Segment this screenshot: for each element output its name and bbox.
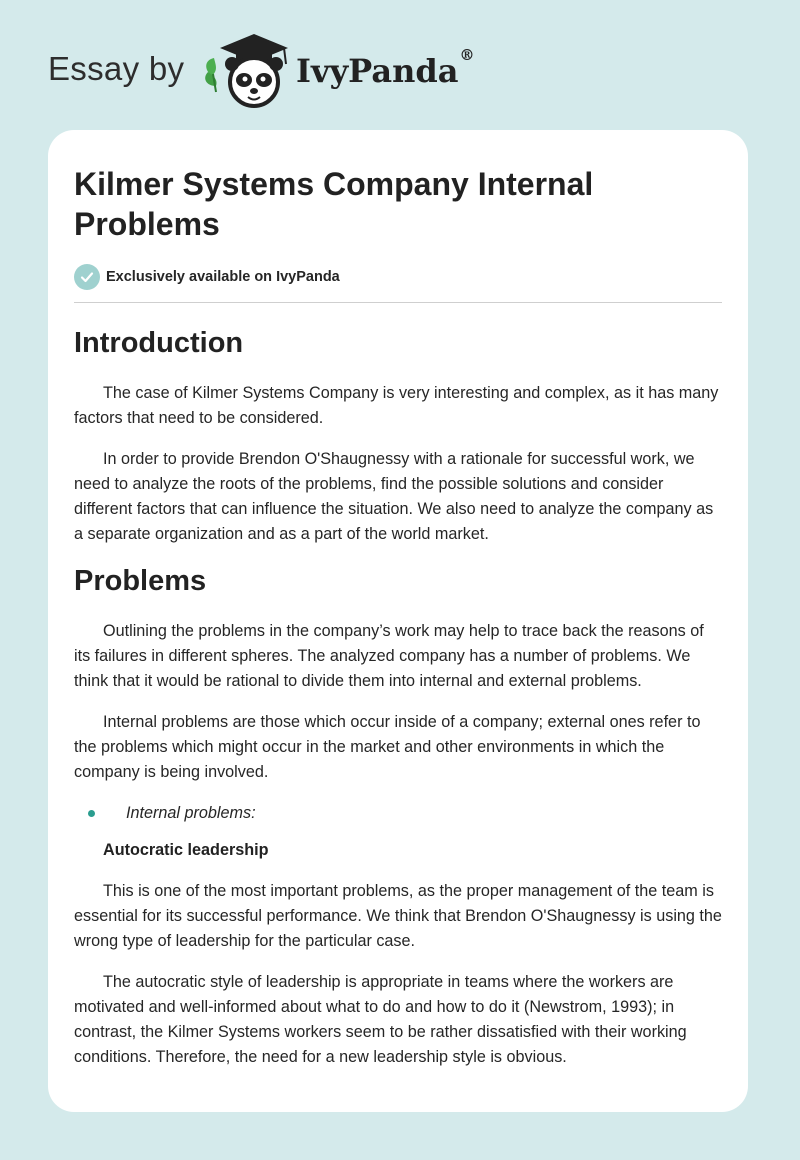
check-icon bbox=[74, 264, 100, 290]
essay-card bbox=[48, 130, 748, 1112]
paragraph: The case of Kilmer Systems Company is very interesting and complex, as it has many factors that need to be considered. bbox=[74, 384, 719, 427]
paragraph: Internal problems are those which occur inside of a company; external ones refer to the problems which might occur in the market and other environments in which the company is being involved. bbox=[74, 713, 701, 781]
section-heading-problems: Problems bbox=[74, 565, 207, 597]
brand-prefix: Essay by bbox=[48, 50, 185, 87]
brand-name: IvyPanda® bbox=[296, 46, 475, 90]
bullet-icon bbox=[88, 810, 95, 817]
divider bbox=[74, 302, 722, 303]
section-heading-introduction: Introduction bbox=[74, 327, 244, 359]
exclusive-badge bbox=[74, 262, 722, 292]
exclusive-label: Exclusively available on IvyPanda bbox=[106, 269, 340, 285]
paragraph: The autocratic style of leadership is appropriate in teams where the workers are motivated and well-informed about what to do and how to do it (Newstrom, 1993); in contrast, the Kilmer Systems workers seem to be rather dissatisfied with their working conditions. Therefore, the need for a new leadership style is obvious. bbox=[74, 973, 687, 1066]
paragraph: In order to provide Brendon O'Shaugnessy with a rationale for successful work, we need to analyze the roots of the problems, find the possible solutions and consider different factors that can influence the situation. We also need to analyze the company as a separate organization and as a part of the world market. bbox=[74, 450, 714, 543]
brand-header[interactable] bbox=[48, 30, 475, 110]
paragraph: This is one of the most important problems, as the proper management of the team is essential for its successful performance. We think that Brendon O'Shaugnessy is using the wrong type of leadership for the particular case. bbox=[74, 882, 722, 950]
list-item-text: Internal problems: bbox=[126, 804, 256, 822]
registered-mark: ® bbox=[459, 46, 475, 64]
list-item bbox=[74, 801, 722, 826]
page-title: Kilmer Systems Company Internal Problems bbox=[74, 166, 594, 242]
subheading-autocratic-leadership: Autocratic leadership bbox=[103, 841, 269, 859]
panda-logo-icon bbox=[198, 30, 298, 110]
paragraph: Outlining the problems in the company’s work may help to trace back the reasons of its failures in different spheres. The analyzed company has a number of problems. We think that it would be rational to divide them into internal and external problems. bbox=[74, 622, 704, 690]
